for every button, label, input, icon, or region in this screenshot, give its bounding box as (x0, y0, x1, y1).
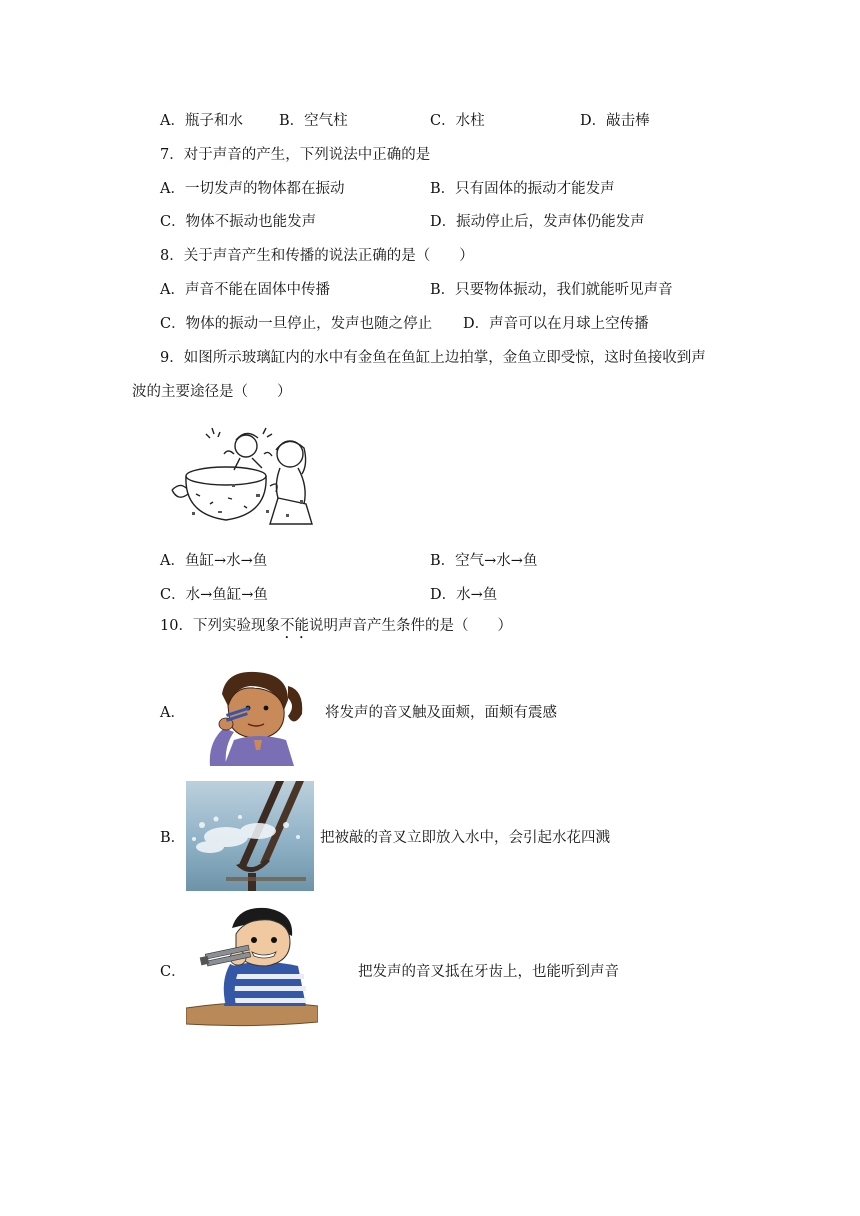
q7-option-a: A．一切发声的物体都在振动 (160, 181, 345, 197)
q8-option-b: B．只要物体振动，我们就能听见声音 (430, 282, 673, 298)
q6-option-b: B．空气柱 (279, 113, 348, 129)
q7-option-d: D．振动停止后，发声体仍能发声 (430, 214, 645, 230)
q10-stem-pre: 10．下列实验现象 (160, 618, 280, 634)
q6-option-d: D．敲击棒 (580, 113, 650, 129)
girl-tuning-fork-cheek-illustration (204, 666, 308, 766)
q7-option-b: B．只有固体的振动才能发声 (430, 181, 615, 197)
fish-tank-clapping-illustration (166, 424, 324, 528)
q10-option-c-text: 把发声的音叉抵在牙齿上，也能听到声音 (358, 964, 619, 980)
q8-option-d: D．声音可以在月球上空传播 (463, 316, 649, 332)
q8-option-c: C．物体的振动一旦停止，发声也随之停止 (160, 316, 433, 332)
q9-stem-line2: 波的主要途径是（ ） (132, 384, 292, 400)
q10-option-b-label: B． (160, 830, 186, 846)
boy-tuning-fork-teeth-illustration (186, 906, 318, 1028)
q10-stem (160, 616, 512, 642)
q9-option-a: A．鱼缸→水→鱼 (160, 553, 268, 569)
q10-stem-post: 说明声音产生条件的是（ ） (308, 618, 512, 634)
q10-option-c-label: C． (160, 964, 186, 980)
q10-option-b-text: 把被敲的音叉立即放入水中，会引起水花四溅 (320, 830, 610, 846)
q7-option-c: C．物体不振动也能发声 (160, 214, 317, 230)
q9-stem-line1: 9．如图所示玻璃缸内的水中有金鱼在鱼缸上边拍掌，金鱼立即受惊，这时鱼接收到声 (160, 350, 706, 366)
q6-option-a: A．瓶子和水 (160, 113, 243, 129)
q9-option-c: C．水→鱼缸→鱼 (160, 587, 268, 603)
tuning-fork-in-water-photo (186, 781, 314, 891)
q8-option-a: A．声音不能在固体中传播 (160, 282, 330, 298)
q9-option-d: D．水→鱼 (430, 587, 498, 603)
q7-stem: 7．对于声音的产生，下列说法中正确的是 (160, 147, 431, 163)
q8-stem: 8．关于声音产生和传播的说法正确的是（ ） (160, 248, 474, 264)
q9-option-b: B．空气→水→鱼 (430, 553, 538, 569)
q10-option-a-text: 将发声的音叉触及面颊，面颊有震感 (325, 705, 557, 721)
q10-stem-emphasis: 不能 (279, 618, 309, 634)
q10-option-a-label: A． (160, 705, 185, 721)
q6-option-c: C．水柱 (430, 113, 485, 129)
